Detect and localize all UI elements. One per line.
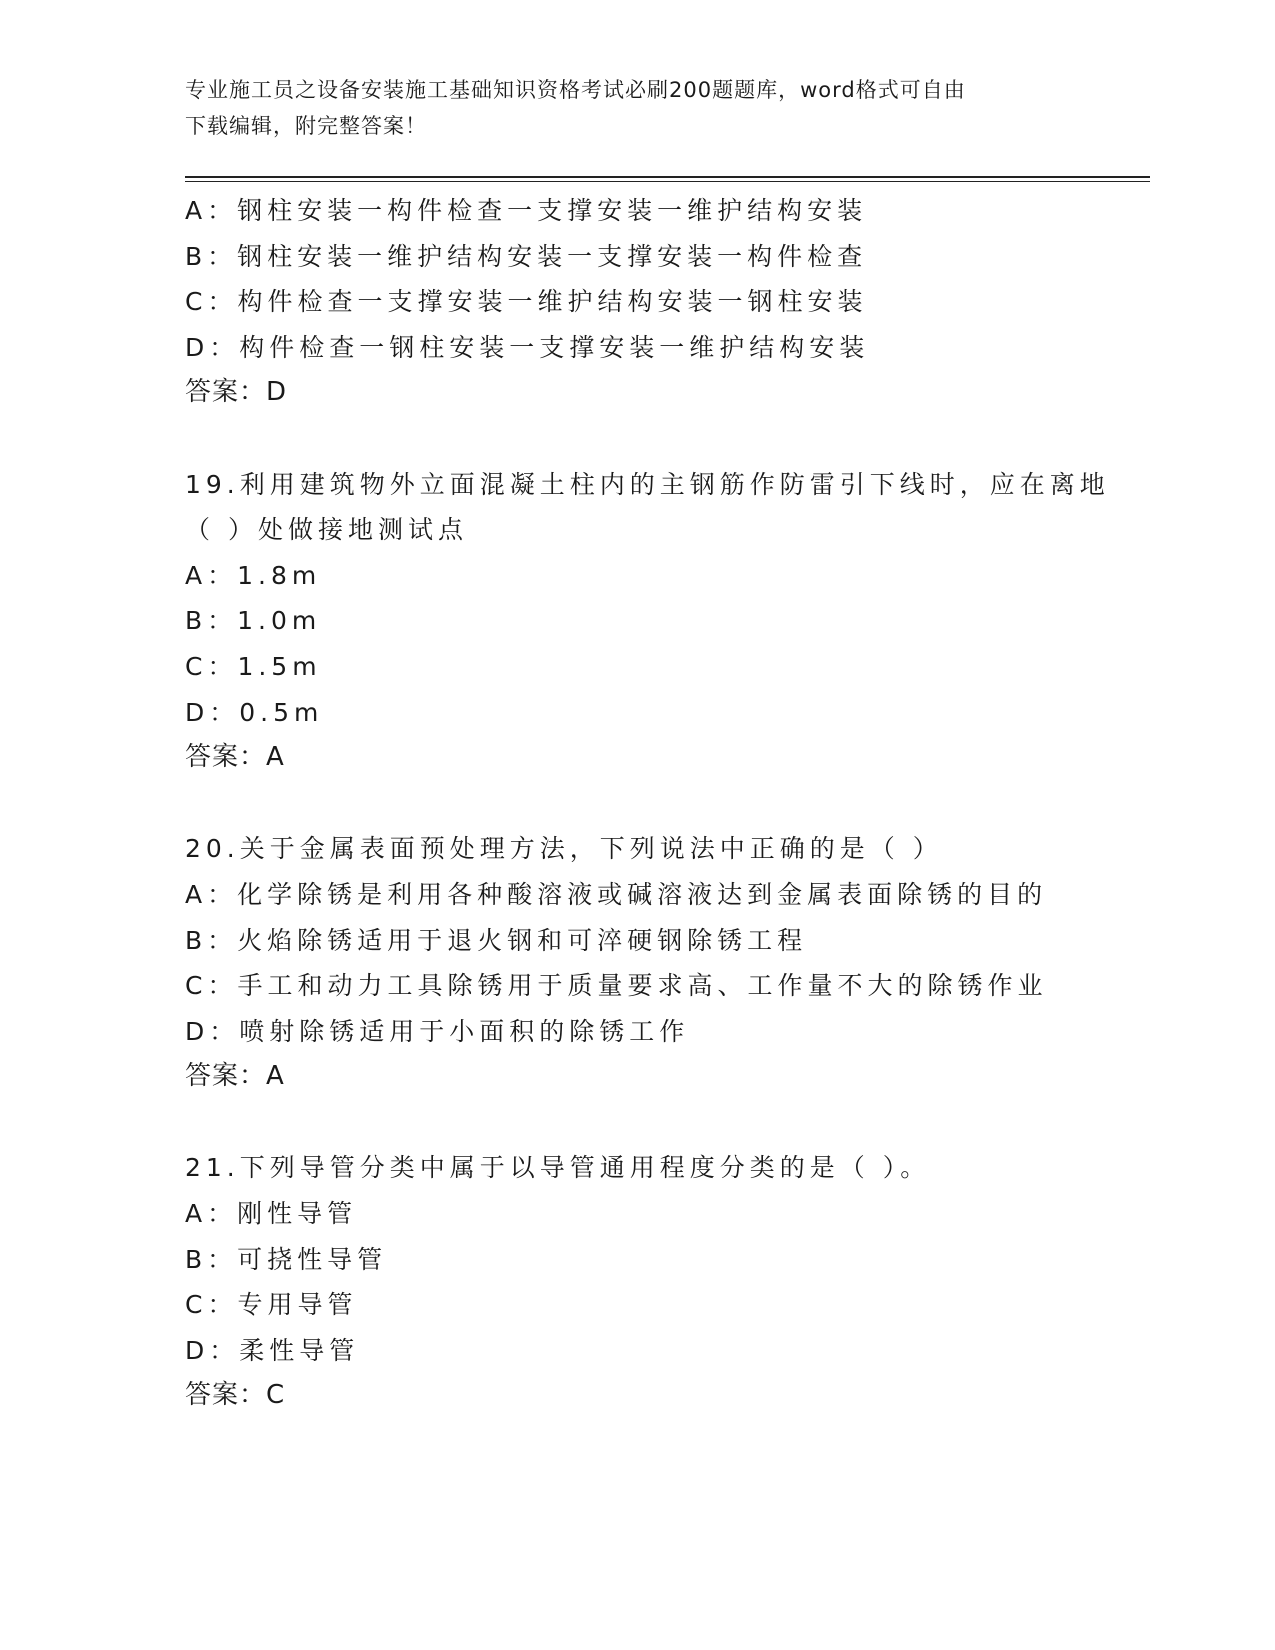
option-b: B：1.0m <box>185 606 322 636</box>
question-19 <box>185 462 1145 781</box>
spacer <box>185 1100 1145 1146</box>
question-18 <box>185 188 1145 416</box>
spacer <box>185 781 1145 827</box>
header-divider-thin <box>185 181 1150 182</box>
answer: 答案：A <box>185 742 285 773</box>
question-list <box>185 188 1145 1419</box>
option-d: D：0.5m <box>185 697 324 727</box>
header-divider-thick <box>185 176 1150 178</box>
question-stem: 20.关于金属表面预处理方法，下列说法中正确的是（ ） <box>185 834 943 864</box>
option-b: B：火焰除锈适用于退火钢和可淬硬钢除锈工程 <box>185 925 808 955</box>
option-d: D：喷射除锈适用于小面积的除锈工作 <box>185 1016 690 1046</box>
option-c: C：专用导管 <box>185 1290 358 1320</box>
option-c: C：手工和动力工具除锈用于质量要求高、工作量不大的除锈作业 <box>185 971 1048 1001</box>
option-c: C：1.5m <box>185 651 322 681</box>
option-b: B：可挠性导管 <box>185 1244 388 1274</box>
option-b: B：钢柱安装一维护结构安装一支撑安装一构件检查 <box>185 241 868 271</box>
question-stem-continued: （ ）处做接地测试点 <box>185 515 468 545</box>
header-line-1: 专业施工员之设备安装施工基础知识资格考试必刷200题题库，word格式可自由 <box>185 78 966 102</box>
option-c: C：构件检查一支撑安装一维护结构安装一钢柱安装 <box>185 287 868 317</box>
question-20 <box>185 826 1145 1100</box>
header-line-2: 下载编辑，附完整答案！ <box>185 114 427 138</box>
question-stem: 21.下列导管分类中属于以导管通用程度分类的是（ ）。 <box>185 1153 931 1183</box>
question-stem: 19.利用建筑物外立面混凝土柱内的主钢筋作防雷引下线时，应在离地 <box>185 469 1110 499</box>
option-a: A：刚性导管 <box>185 1199 358 1229</box>
option-a: A：钢柱安装一构件检查一支撑安装一维护结构安装 <box>185 196 868 225</box>
answer: 答案：C <box>185 1380 286 1411</box>
option-a: A：化学除锈是利用各种酸溶液或碱溶液达到金属表面除锈的目的 <box>185 879 1048 909</box>
option-d: D：构件检查一钢柱安装一支撑安装一维护结构安装 <box>185 332 870 362</box>
spacer <box>185 416 1145 462</box>
option-a: A：1.8m <box>185 560 322 590</box>
question-21 <box>185 1145 1145 1419</box>
answer: 答案：D <box>185 377 288 408</box>
document-header <box>185 72 1085 144</box>
option-d: D：柔性导管 <box>185 1335 360 1365</box>
answer: 答案：A <box>185 1061 285 1092</box>
